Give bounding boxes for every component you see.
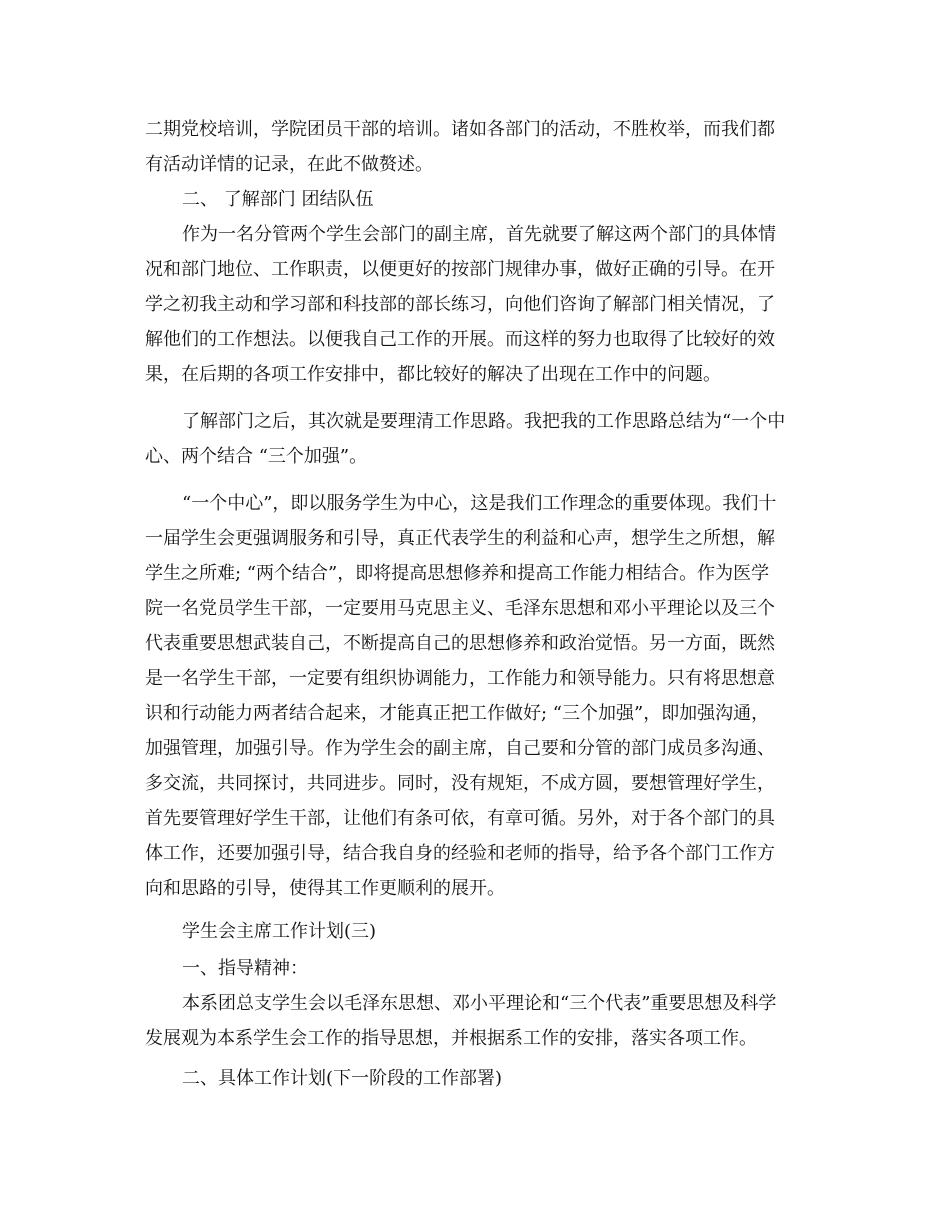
text-line: 发展观为本系学生会工作的指导思想，并根据系工作的安排，落实各项工作。 (145, 1028, 757, 1049)
text-line: 果，在后期的各项工作安排中，都比较好的解决了出现在工作中的问题。 (145, 364, 721, 385)
text-line: 院一名党员学生干部，一定要用马克思主义、毛泽东思想和邓小平理论以及三个 (145, 598, 775, 619)
text-line: 了解部门之后，其次就是要理清工作思路。我把我的工作思路总结为“一个中 (182, 411, 786, 432)
text-line: 首先要管理好学生干部，让他们有条可依，有章可循。另外，对于各个部门的具 (145, 808, 775, 829)
text-line: 有活动详情的记录，在此不做赘述。 (145, 154, 433, 175)
text-line: “一个中心”，即以服务学生为中心，这是我们工作理念的重要体现。我们十 (182, 493, 777, 514)
section-heading: 一、指导精神： (182, 958, 308, 979)
text-line: 向和思路的引导，使得其工作更顺利的展开。 (145, 878, 505, 899)
text-line: 代表重要思想武装自己，不断提高自己的思想修养和政治觉悟。另一方面，既然 (145, 633, 775, 654)
text-line: 体工作，还要加强引导，结合我自身的经验和老师的指导，给予各个部门工作方 (145, 843, 775, 864)
text-line: 多交流，共同探讨，共同进步。同时，没有规矩，不成方圆，要想管理好学生， (145, 773, 775, 794)
text-line: 加强管理，加强引导。作为学生会的副主席，自己要和分管的部门成员多沟通、 (145, 738, 775, 759)
text-line: 作为一名分管两个学生会部门的副主席，首先就要了解这两个部门的具体情 (182, 224, 776, 245)
text-line: 识和行动能力两者结合起来，才能真正把工作做好; “三个加强”，即加强沟通， (145, 703, 770, 724)
section-heading: 二、具体工作计划(下一阶段的工作部署) (182, 1068, 503, 1089)
text-line: 是一名学生干部，一定要有组织协调能力，工作能力和领导能力。只有将思想意 (145, 668, 775, 689)
text-line: 心、两个结合 “三个加强”。 (145, 446, 368, 467)
section-title: 学生会主席工作计划(三) (182, 921, 377, 942)
text-line: 学之初我主动和学习部和科技部的部长练习，向他们咨询了解部门相关情况，了 (145, 294, 775, 315)
text-line: 二期党校培训，学院团员干部的培训。诸如各部门的活动，不胜枚举，而我们都 (145, 119, 775, 140)
text-line: 学生之所难; “两个结合”，即将提高思想修养和提高工作能力相结合。作为医学 (145, 563, 770, 584)
text-line: 解他们的工作想法。以便我自己工作的开展。而这样的努力也取得了比较好的效 (145, 329, 775, 350)
text-line: 一届学生会更强调服务和引导，真正代表学生的利益和心声，想学生之所想，解 (145, 528, 775, 549)
text-line: 本系团总支学生会以毛泽东思想、邓小平理论和“三个代表”重要思想及科学 (182, 993, 777, 1014)
section-heading: 二、 了解部门 团结队伍 (182, 189, 374, 210)
text-line: 况和部门地位、工作职责，以便更好的按部门规律办事，做好正确的引导。在开 (145, 259, 775, 280)
